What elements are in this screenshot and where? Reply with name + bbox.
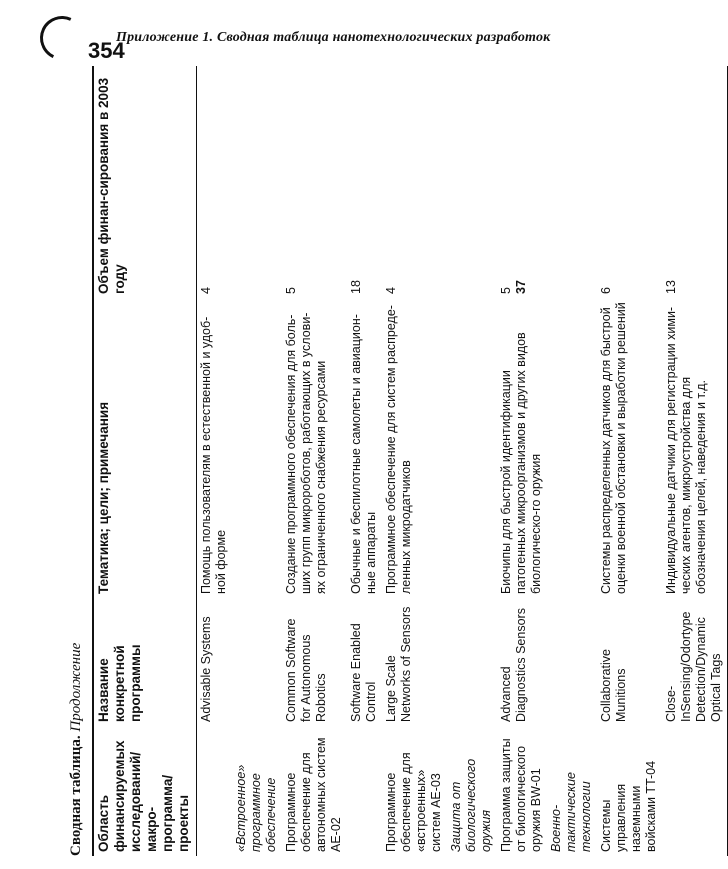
cell-program: Common Software for Autonomous Robotics xyxy=(284,618,328,722)
cell-area: Военно-тактические технологии xyxy=(549,772,593,852)
cell-topic: Помощь пользователям в естественной и удоб-ной форме xyxy=(199,316,228,594)
summary-table xyxy=(92,66,728,856)
cell-program: Advisable Systems xyxy=(199,616,213,722)
rotated-table-area xyxy=(68,66,723,856)
cell-funding: 4 xyxy=(199,287,213,294)
cell-program xyxy=(232,598,282,726)
table-header-row xyxy=(93,66,197,856)
cell-program: Software Enabled Control xyxy=(349,623,378,722)
page-number: 354 xyxy=(88,38,125,63)
cell-area: Системы управления наземными войсками TT-04 xyxy=(599,760,658,852)
cell-funding-group xyxy=(497,66,547,298)
cell-program: Advanced Diagnostics Sensors xyxy=(499,608,528,722)
cell-funding: 4 xyxy=(384,287,398,294)
cell-area xyxy=(347,726,382,856)
cell-area: «Встроенное» программное обеспечение xyxy=(234,764,278,852)
table-row xyxy=(347,66,382,856)
table-row xyxy=(447,66,497,856)
cell-program: Close-InSensing/Odortype Detection/Dynamic Optical Tags xyxy=(662,598,728,726)
cell-funding-total: 37 xyxy=(514,280,528,294)
cell-topic xyxy=(547,298,597,598)
cell-topic: Обычные и беспилотные самолеты и авиацион-ные аппараты xyxy=(349,314,378,594)
table-row xyxy=(282,66,347,856)
cell-area xyxy=(662,726,728,856)
table-row xyxy=(662,66,728,856)
cell-topic: Индивидуальные датчики для регистрации хими-ческих агентов, микроустройства для обозначения целей, наведения и т.д. xyxy=(662,298,728,598)
cell-area: Защита от биологического оружия xyxy=(449,758,493,852)
cell-topic: Программное обеспечение для систем распреде-ленных микродатчиков xyxy=(384,305,413,594)
cell-funding: 5 xyxy=(499,287,513,294)
column-header-program: Название конкретной программы xyxy=(93,598,197,726)
table-row xyxy=(197,66,233,856)
table-caption-title: Сводная таблица. xyxy=(68,735,84,856)
cell-program xyxy=(447,598,497,726)
cell-area: Программное обеспечение для «встроенных» систем AE-03 xyxy=(384,752,443,852)
cell-topic: Биочипы для быстрой идентификации патогенных микроорганизмов и других видов биологическо-го оружия xyxy=(499,332,543,594)
cell-topic: Создание программного обеспечения для боль-ших групп микророботов, работающих в услови-ях ограниченного снабжения ресурсами xyxy=(284,312,328,594)
cell-funding: 13 xyxy=(662,66,728,298)
cell-funding: 6 xyxy=(599,287,613,294)
cell-topic xyxy=(232,298,282,598)
cell-program xyxy=(547,598,597,726)
table-row xyxy=(497,66,547,856)
column-header-topic: Тематика; цели; примечания xyxy=(93,298,197,598)
cell-funding xyxy=(232,66,282,298)
table-caption xyxy=(66,643,86,856)
cell-funding xyxy=(547,66,597,298)
cell-area: Программа защиты от биологического оружия BW-01 xyxy=(499,738,543,852)
table-row xyxy=(547,66,597,856)
table-row xyxy=(382,66,447,856)
cell-funding: 18 xyxy=(349,280,363,294)
table-caption-continued: Продолжение xyxy=(68,642,84,732)
cell-area: Программное обеспечение для автономных систем AE-02 xyxy=(284,737,343,852)
page-ornament-icon xyxy=(34,10,90,66)
cell-program: Collaborative Munitions xyxy=(599,649,628,722)
page-number-badge xyxy=(40,16,125,63)
cell-funding xyxy=(447,66,497,298)
cell-topic: Системы распределенных датчиков для быстрой оценки военной обстановки и выработки решений xyxy=(599,302,628,594)
cell-topic xyxy=(447,298,497,598)
column-header-funding: Объем финан-сирования в 2003 году xyxy=(93,66,197,298)
cell-area xyxy=(197,726,233,856)
table-row xyxy=(232,66,282,856)
cell-program: Large Scale Networks of Sensors xyxy=(384,606,413,722)
cell-funding: 5 xyxy=(284,287,298,294)
column-header-area: Область финансируемых исследований/макро-программа/проекты xyxy=(93,726,197,856)
table-row xyxy=(597,66,662,856)
running-title: Приложение 1. Сводная таблица нанотехнологических разработок xyxy=(116,30,551,45)
